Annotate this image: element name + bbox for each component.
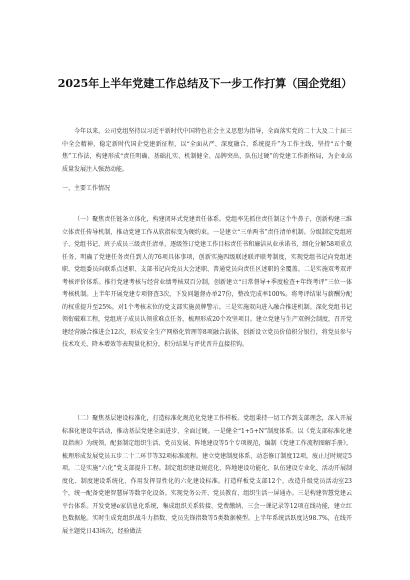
document-title: 2025年上半年党建工作总结及下一步工作打算（国企党组） <box>57 77 353 90</box>
paragraph-grassroots-standardization: （二）聚焦基层建设标准化，打造标准化规范化党建工作样板。党组秉持一切工作到支部理念，深入开展标准化建设年活动，推动基层党建全面进步、全面过硬。一是健全“1+5+N”制度体系。以《党支部标准化建设指南》为统领，配套制定组织生活、党员发展、阵地建设等5个专项规范，编制《党建工作流程图解手册》，梳理形成发展党员五步二十二环节等32项标准流程。建立党建制度体系，动态修订制度12项，废止过时规定5项。二是实施“六化”党支部提升工程。制定组织建设规范化、阵地建设功能化、队伍建设专业化、活动开展制度化、制度建设系统化、作用发挥显性化的六化建设标准。打造样板党支部12个，改造升级党员活动室23个，统一配备党建智慧屏等数字化设备。实现党务公开、党员教育、组织生活一屏通办。三是构建智慧党建云平台体系。开发党建e家信息化系统，集成组织关系转接、党费缴纳、三会一课记录等12项在线功能，建立红色数据舱。实时生成党组织战斗力指数、党员先锋指数等5类数据模型。上半年系统活跃度达98.7%，在线开展主题党日43场次，经验做法 <box>62 415 352 535</box>
intro-paragraph: 今年以来，公司党组坚持以习近平新时代中国特色社会主义思想为指导，全面落实党的二十大及二十届三中全会精神，稳定新时代国企党建新征程，以“全面从严、深度融合、系统提升”为工作主线，坚持“五个聚焦”工作法，构建形成“责任明确、基础扎实、机制健全、品牌突出、队伍过硬”的党建工作新格局，为企业高质量发展注入强劲动能。 <box>62 128 352 173</box>
section-heading: 一、主要工作情况 <box>62 185 111 192</box>
paragraph-responsibility-system: （一）聚焦责任链条立体化，构建闭环式党建责任体系。党组率先抓住责任制这个牛鼻子，创新构建三维立体责任传导机制，推动党建工作从软指标变为硬约束。一是建立“三单两书”责任清单机制。分级制定党组班子、党组书记、班子成员三级责任清单，逐级签订党建工作目标责任书和廉洁从业承诺书，细化分解58项重点任务，明确了党建任务责任到人的76项具体事项，创新实施四级联述联评联考制度，实现党组书记向党组述职、党组委员向联系点述职、支部书记向党员大会述职、普通党员向责任区述职的全覆盖。二是实施双考双评考核评价体系。推行党建考核与经营业绩考核双百分制，创新建立“日常督导+季度检查+年终考评”三位一体考核机制。上半年开展党建专项督查3次，下发问题督办单27份，整改完成率100%。将考评结果与薪酬分配的权重提升至25%。对1个考核末位的党支部实施黄牌警示。三是实施双向进入融合推进机制。深化党组书记领衔破难工程，党组班子成员认领重难点任务，梳理形成20个攻坚项目。建立党建与生产双例会制度，召开党建经营融合推进会12次，形成安全生产网格化管理等8项融合载体，创新设立党员价值积分银行，将党员参与技术攻关、降本增效等表现量化积分，积分结果与评优晋升直接挂钩。 <box>62 216 352 348</box>
